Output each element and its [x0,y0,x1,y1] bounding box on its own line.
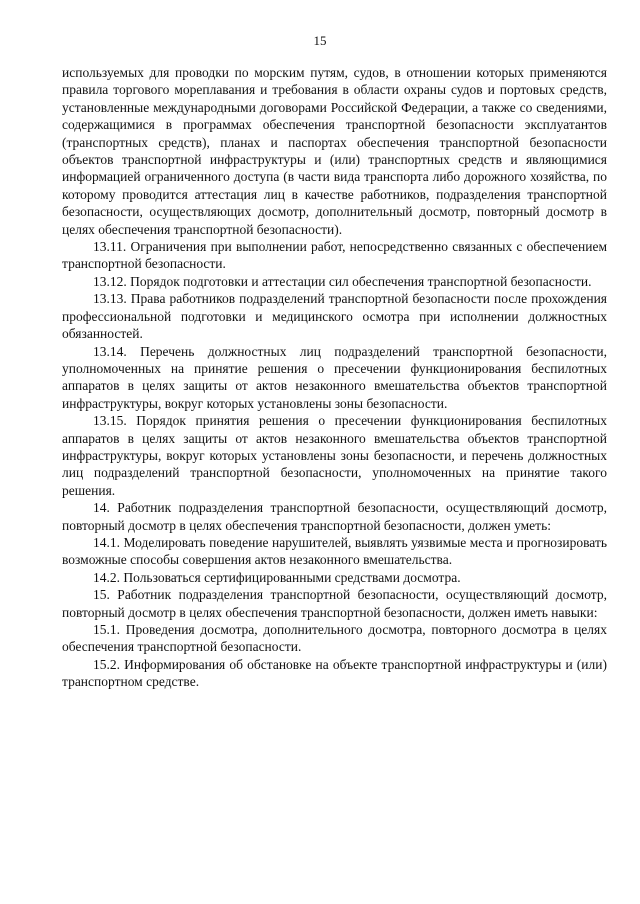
paragraph-14-1: 14.1. Моделировать поведение нарушителей, выявлять уязвимые места и прогнозировать возможные способы совершения актов незаконного вмешательства. [62,534,607,568]
paragraph-13-13: 13.13. Права работников подразделений транспортной безопасности после прохождения профессиональной подготовки и медицинского осмотра при исполнении должностных обязанностей. [62,291,607,342]
paragraph-13-11: 13.11. Ограничения при выполнении работ, непосредственно связанных с обеспечением транспортной безопасности. [62,239,607,272]
paragraph-13-15: 13.15. Порядок принятия решения о пресечении функционирования беспилотных аппаратов в целях защиты от актов незаконного вмешательства объектов транспортной инфраструктуры, вокруг которых установлены зоны безопасности, и перечень должностных лиц подразделений транспортной безопасности, уполномоченных на принятие такого решения. [62,413,607,498]
page-number: 15 [313,33,327,48]
paragraph-14: 14. Работник подразделения транспортной безопасности, осуществляющий досмотр, повторный досмотр в целях обеспечения транспортной безопасности, должен уметь: [62,500,607,533]
paragraph-13-12: 13.12. Порядок подготовки и аттестации сил обеспечения транспортной безопасности. [93,273,592,289]
paragraph-continuation: используемых для проводки по морским путям, судов, в отношении которых применяются правила торгового мореплавания и требования в области охраны судов и портовых средств, установленные международными договорами Российской Федерации, а также со сведениями, содержащимися в программах обеспечения транспортной безопасности эксплуатантов (транспортных средств), планах и паспортах обеспечения транспортной безопасности объектов транспортной инфраструктуры и (или) транспортных средств и являющимися информацией ограниченного доступа (в части вида транспорта либо дорожного хозяйства, по которому проводится аттестация лиц в качестве работников, подразделения транспортной безопасности, осуществляющих досмотр, дополнительный досмотр, повторный досмотр в целях обеспечения транспортной безопасности). [62,65,607,237]
paragraph-15: 15. Работник подразделения транспортной безопасности, осуществляющий досмотр, повторный досмотр в целях обеспечения транспортной безопасности, должен иметь навыки: [62,587,607,620]
paragraph-15-1: 15.1. Проведения досмотра, дополнительного досмотра, повторного досмотра в целях обеспечения транспортной безопасности. [62,622,607,655]
document-body [62,64,607,691]
paragraph-15-2: 15.2. Информирования об обстановке на объекте транспортной инфраструктуры и (или) транспортном средстве. [62,656,607,690]
paragraph-14-2: 14.2. Пользоваться сертифицированными средствами досмотра. [93,569,461,585]
paragraph-13-14: 13.14. Перечень должностных лиц подразделений транспортной безопасности, уполномоченных на принятие решения о пресечении функционирования беспилотных аппаратов в целях защиты от актов незаконного вмешательства объектов транспортной инфраструктуры, вокруг которых установлены зоны безопасности. [62,343,607,411]
